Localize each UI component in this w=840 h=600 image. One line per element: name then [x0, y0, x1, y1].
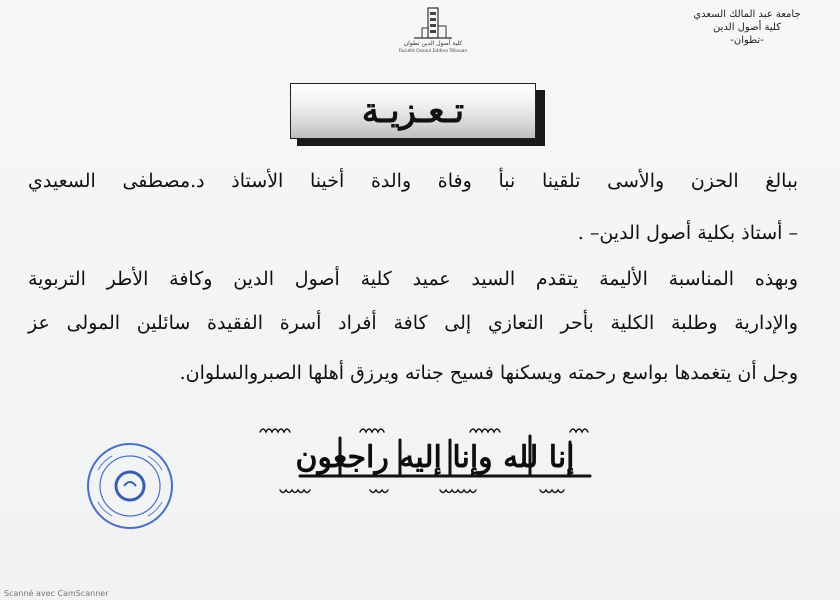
faculty-stamp-icon [84, 440, 176, 532]
scanner-watermark: Scanné avec CamScanner [4, 589, 109, 598]
university-header [672, 8, 822, 47]
body-line-4: والإدارية وطلبة الكلية بأحر التعازي إلى كافة أفراد أسرة الفقيدة سائلين المولى عز [28, 312, 798, 334]
page-title: تـعـزيـة [361, 91, 465, 131]
body-line-5: وجل أن يتغمدها بواسع رحمته ويسكنها فسيح جناته ويرزق أهلها الصبروالسلوان. [179, 362, 798, 384]
body-line-2: – أستاذ بكلية أصول الدين– . [577, 222, 798, 244]
logo-caption-french: Faculté Ossoul Eddine Tétouan [398, 49, 468, 54]
title-box [290, 83, 536, 139]
calligraphy-text: إنا لله وإنا إليه راجعون [295, 440, 575, 475]
university-name: جامعة عبد المالك السعدي [693, 9, 801, 20]
body-line-1: ببالغ الحزن والأسى تلقينا نبأ وفاة والدة أخينا الأستاذ د.مصطفى السعيدي [28, 170, 798, 192]
faculty-name: كلية أصول الدين [713, 22, 781, 33]
city-name: -تطوان- [730, 35, 764, 46]
body-line-3: وبهذه المناسبة الأليمة يتقدم السيد عميد كلية أصول الدين وكافة الأطر التربوية [28, 268, 798, 290]
logo-caption-arabic: كلية أصول الدين تطوان [403, 40, 463, 47]
